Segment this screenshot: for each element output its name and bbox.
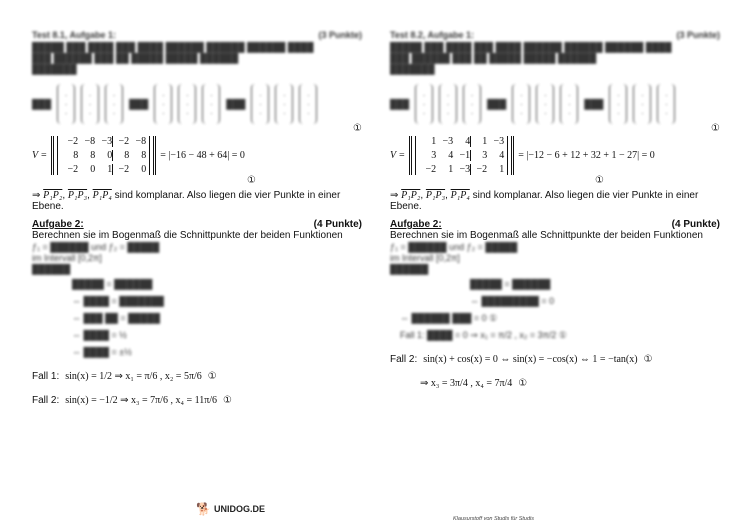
matrix-cell: −8 <box>135 136 147 147</box>
matrix-cell: 1 <box>499 164 505 175</box>
blurred-header-left: Test 8.1, Aufgabe 1: (3 Punkte) █████ ███ ████ ███ ████ ██████ ██████ ██████ ████ ███ ██████ ███ ██ █████ █████ ██████ ███████ ███ · · · · · · · · · ███ · · · · · · · · · ███ · · · · · · · · · <box>32 30 362 129</box>
matrix-cell: 4 <box>499 150 505 161</box>
left-column <box>32 30 362 412</box>
matrix-cell: 3 <box>470 150 487 161</box>
matrix-cell: −3 <box>493 136 505 147</box>
coplanar-sentence: ⇒ P₁P₂, P₁P₃, P₁P₄ sind komplanar. Also liegen die vier Punkte in einer <box>390 190 699 201</box>
blurred-solution-right: ƒ₁ = ██████ und ƒ₂ = █████ im Intervall [0,2π] ██████ █████ = ██████ ⇔ █████████ = 0 ⇔ ██████ ███ = 0 ① Fall 1: ████ = 0 ⇒ x₁ = π/2 , x₂ = 3π/2 ① <box>390 242 567 340</box>
matrix-cell: 1 <box>448 164 454 175</box>
det-result: = |−16 − 48 + 64| = 0 <box>160 150 245 161</box>
matrix-cell: 1 <box>107 164 113 175</box>
matrix-cell: 0 <box>141 164 147 175</box>
matrix-cell: 8 <box>141 150 147 161</box>
matrix-cell: −3 <box>101 136 113 147</box>
matrix-cell: −8 <box>84 136 96 147</box>
det-result: = |−12 − 6 + 12 + 32 + 1 − 27| = 0 <box>518 150 655 161</box>
matrix-cell: −2 <box>470 164 487 175</box>
coplanar-sentence: ⇒ P₁P₂, P₁P₃, P₁P₄ sind komplanar. Also liegen die vier Punkte in einer <box>32 190 341 201</box>
case-1: Fall 1: sin(x) = 1/2 ⇒ x₁ = π/6 , x₂ = 5π/6 ① <box>32 370 217 382</box>
blurred-points: (3 Punkte) <box>318 30 362 40</box>
dog-icon: 🐕 <box>196 502 211 516</box>
matrix-cell: −3 <box>442 136 454 147</box>
task-text: Berechnen sie im Bogenmaß die Schnittpunkte der beiden Funktionen <box>32 230 343 241</box>
task-header <box>32 219 362 230</box>
task-points: (4 Punkte) <box>313 219 362 230</box>
case-2: Fall 2: sin(x) = −1/2 ⇒ x₃ = 7π/6 , x₄ = 11π/6 ① <box>32 394 233 406</box>
matrix-cell: 1 <box>470 136 487 147</box>
case-2-result: ⇒ x₃ = 3π/4 , x₄ = 7π/4 ① <box>420 377 528 389</box>
matrix-cell: −1 <box>459 150 471 161</box>
matrix-cell: −3 <box>459 164 471 175</box>
right-column: Test 8.2, Aufgabe 1: (3 Punkte) █████ ███ ████ ███ ████ ██████ ██████ ██████ ████ ███ ██████ ███ ██ █████ █████ ██████ ███████ ███ · · · · · · · · · ███ · · · · · · · · · ███ · · · · · · · · · ① V = 1 −3 4 1 −3 3 4 −1 3 4 −2 1 −3 −2 1 = |−12 − 6 + 12 + 32 + 1 − 27| = 0 ① ⇒ P₁P₂, P₁P₃, P₁P₄ sind komplanar. Also liegen die vier Punkte in einer Ebene. Aufgabe 2: (4 Punkte) Berechnen sie im Bogenmaß alle Schnittpunkte der beiden Funktionen ƒ₁ = ██████ und ƒ₂ = █████ im Intervall [0,2π] ██████ █████ = ██████ ⇔ █████████ = 0 ⇔ ██████ ███ = 0 ① Fall 1: ████ = 0 ⇒ x₁ = π/2 , x₂ = 3π/2 ① Fall 2: sin(x) + cos(x) = 0 ⇔ sin(x) = −cos(x) ⇔ 1 = −tan(x) ① ⇒ x₃ = 3π/4 , x₄ = 7π/4 ① <box>390 30 720 395</box>
matrix-cell: −2 <box>112 136 129 147</box>
matrix-cell: 0 <box>107 150 113 161</box>
matrix-cell: 4 <box>465 136 471 147</box>
footer-text: Klausurstoff von Studis für Studis <box>453 516 535 522</box>
score-mark: ① <box>247 175 256 186</box>
matrix-cell: −2 <box>112 164 129 175</box>
matrix-cell: 3 <box>431 150 437 161</box>
determinant-right: V = 1 −3 4 1 −3 3 4 −1 3 4 −2 1 −3 −2 1 = |−12 − 6 + 12 + 32 + 1 − 27| = 0 <box>390 136 655 175</box>
task-header: Aufgabe 2: (4 Punkte) <box>390 219 720 230</box>
blurred-header-right: Test 8.2, Aufgabe 1: (3 Punkte) █████ ███ ████ ███ ████ ██████ ██████ ██████ ████ ███ ██████ ███ ██ █████ █████ ██████ ███████ ███ · · · · · · · · · ███ · · · · · · · · · ███ · · · · · · · · · <box>390 30 720 129</box>
blurred-title: Test 8.1, Aufgabe 1: <box>32 30 117 40</box>
determinant-left <box>32 136 362 175</box>
task-text: Berechnen sie im Bogenmaß alle Schnittpunkte der beiden Funktionen <box>390 230 703 241</box>
matrix-cell: −2 <box>425 164 437 175</box>
coplanar-sentence-end: Ebene. <box>32 201 64 212</box>
matrix-cell: 4 <box>448 150 454 161</box>
matrix-cell: 8 <box>112 150 129 161</box>
matrix-cell: 0 <box>90 164 96 175</box>
task-title: Aufgabe 2: <box>32 219 84 230</box>
case-2: Fall 2: sin(x) + cos(x) = 0 ⇔ sin(x) = −cos(x) ⇔ 1 = −tan(x) ① <box>390 353 653 365</box>
score-mark: ① <box>353 123 362 134</box>
matrix-cell: 8 <box>73 150 79 161</box>
det-var: V = <box>32 150 48 161</box>
matrix-cell: 8 <box>90 150 96 161</box>
matrix-cell: −2 <box>67 164 79 175</box>
blurred-solution-left: ƒ₁ = ██████ und ƒ₂ = █████ im Intervall [0,2π] ██████ █████ = ██████ ⇔ ████ = ███████ ⇔ ███ ██ = █████ ⇔ ████ = ½ ⇔ ████ = ±½ <box>32 242 164 357</box>
matrix-cell: 1 <box>431 136 437 147</box>
unidog-logo: 🐕 UNIDOG.DE <box>196 502 265 516</box>
matrix-cell: −2 <box>67 136 79 147</box>
